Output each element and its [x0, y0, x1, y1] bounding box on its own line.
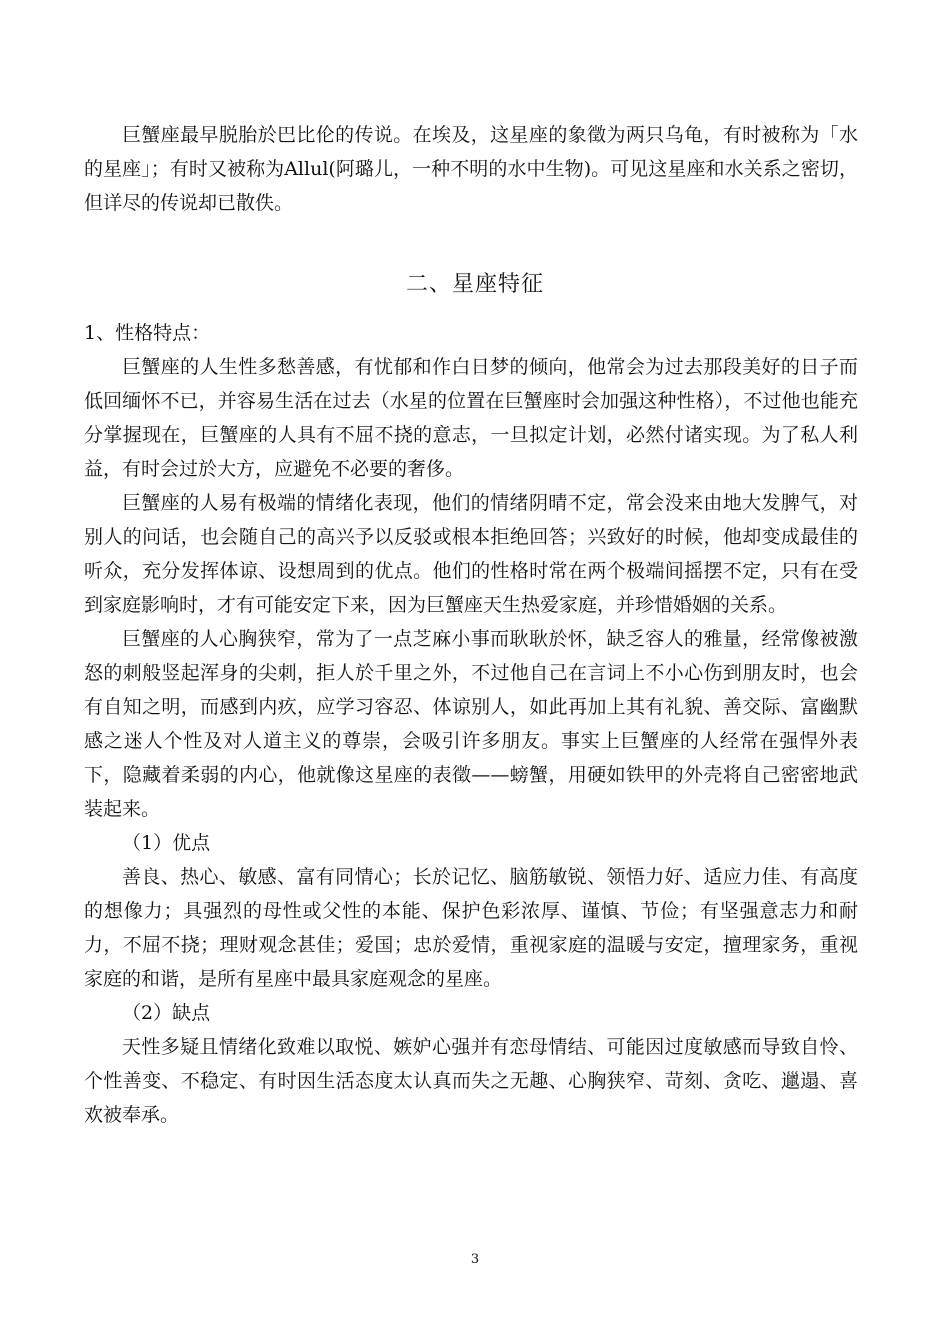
intro-section	[84, 118, 858, 220]
body-paragraph: 巨蟹座的人心胸狭窄，常为了一点芝麻小事而耿耿於怀，缺乏容人的雅量，经常像被激怒的刺般竖起浑身的尖刺，拒人於千里之外，不过他自己在言词上不小心伤到朋友时，也会有自知之明，而感到内疚，应学习容忍、体谅别人，如此再加上其有礼貌、善交际、富幽默感之迷人个性及对人道主义的尊崇，会吸引许多朋友。事实上巨蟹座的人经常在强悍外表下，隐藏着柔弱的内心，他就像这星座的表徵——螃蟹，用硬如铁甲的外壳将自己密密地武装起来。	[84, 628, 858, 820]
weaknesses-label: （2）缺点	[122, 1002, 211, 1024]
intro-paragraph: 巨蟹座最早脱胎於巴比伦的传说。在埃及，这星座的象徵为两只乌龟，有时被称为「水的星座」；有时又被称为Allul(阿璐儿，一种不明的水中生物)。可见这星座和水关系之密切，但详尽的传说却已散佚。	[84, 124, 858, 214]
section-body	[84, 316, 858, 1132]
page-number: 3	[470, 1252, 480, 1267]
strengths-text: 善良、热心、敏感、富有同情心；长於记忆、脑筋敏锐、领悟力好、适应力佳、有高度的想像力；具强烈的母性或父性的本能、保护色彩浓厚、谨慎、节俭；有坚强意志力和耐力，不屈不挠；理财观念甚佳；爱国；忠於爱情，重视家庭的温暖与安定，擅理家务，重视家庭的和谐，是所有星座中最具家庭观念的星座。	[84, 866, 858, 990]
strengths-label: （1）优点	[122, 832, 211, 854]
subheading-personality: 1、性格特点：	[84, 322, 211, 344]
body-paragraph: 巨蟹座的人易有极端的情绪化表现，他们的情绪阴晴不定，常会没来由地大发脾气，对别人的问话，也会随自己的高兴予以反驳或根本拒绝回答；兴致好的时候，他却变成最佳的听众，充分发挥体谅、设想周到的优点。他们的性格时常在两个极端间摇摆不定，只有在受到家庭影响时，才有可能安定下来，因为巨蟹座天生热爱家庭，并珍惜婚姻的关系。	[84, 492, 858, 616]
body-paragraph: 巨蟹座的人生性多愁善感，有忧郁和作白日梦的倾向，他常会为过去那段美好的日子而低回缅怀不已，并容易生活在过去（水星的位置在巨蟹座时会加强这种性格），不过他也能充分掌握现在，巨蟹座的人具有不屈不挠的意志，一旦拟定计划，必然付诸实现。为了私人利益，有时会过於大方，应避免不必要的奢侈。	[84, 356, 858, 480]
weaknesses-text: 天性多疑且情绪化致难以取悦、嫉妒心强并有恋母情结、可能因过度敏感而导致自怜、个性善变、不稳定、有时因生活态度太认真而失之无趣、心胸狭窄、苛刻、贪吃、邋遢、喜欢被奉承。	[84, 1036, 858, 1126]
section-heading: 二、星座特征	[405, 272, 544, 297]
